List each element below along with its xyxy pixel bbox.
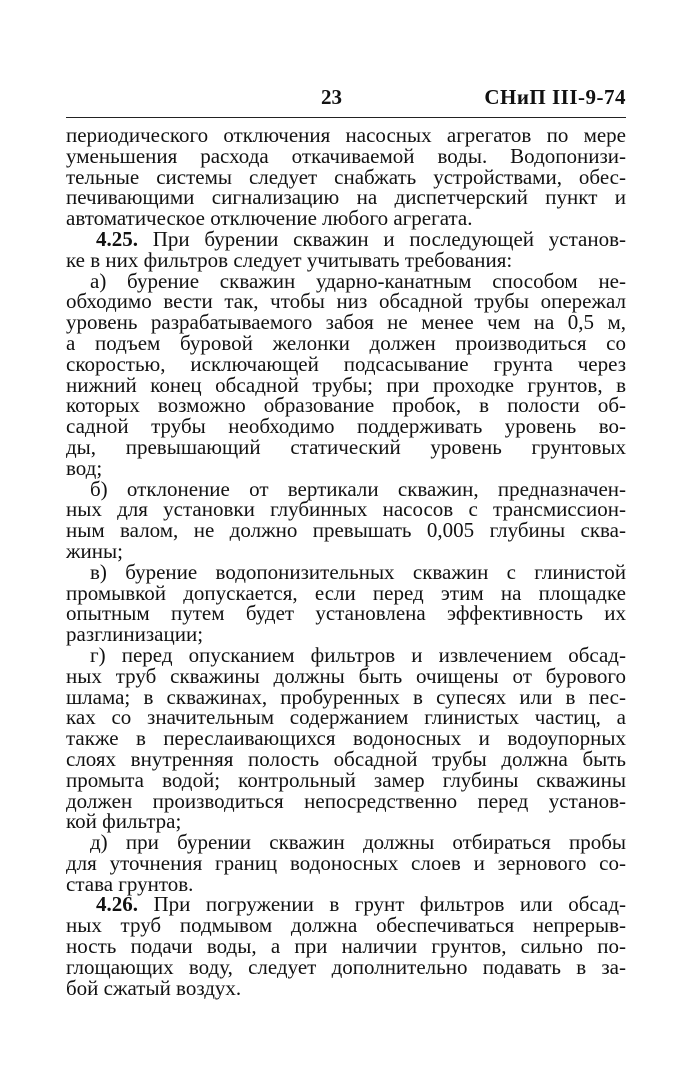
text-line: должен производиться непосредственно перед установ- [66,788,626,813]
text-line: слоях внутренняя полость обсадной трубы должна быть [66,746,626,771]
text-line: нижний конец обсадной трубы; при проходке грунтов, в [66,372,626,397]
text-line: кой фильтра; [66,809,182,834]
text-line: разглинизации; [66,622,204,647]
text-line: скоростью, исключающей подсасывание грунта через [66,351,626,376]
text-line: става грунтов. [66,871,194,896]
section-number-4-25: 4.25. [96,226,138,251]
item-b-line: б) отклонение от вертикали скважин, предназначен- [90,476,626,501]
text-line: для уточнения границ водоносных слоев и зернового со- [66,850,626,875]
text-line: печивающими сигнализацию на диспетчерский пункт и [66,185,626,210]
text-line: ных труб подмывом должна обеспечиваться непрерыв- [66,913,626,938]
text-line: жины; [66,538,123,563]
text-line: бой сжатый воздух. [66,975,242,1000]
text-line: ды, превышающий статический уровень грунтовых [66,434,626,459]
text-line: автоматическое отключение любого агрегата. [66,206,473,231]
header-rule [66,117,626,118]
text-line: тельные системы следует снабжать устройствами, обес- [66,164,626,189]
text-line: промыта водой; контрольный замер глубины скважины [66,767,626,792]
text-line: ках со значительным содержанием глинистых частиц, а [66,705,626,730]
text-line: ке в них фильтров следует учитывать требования: [66,247,513,272]
text-line: ность подачи воды, а при наличии грунтов, сильно по- [66,934,626,959]
text-line: периодического отключения насосных агрегатов по мере [66,123,626,147]
text-line: ных для установки глубинных насосов с трансмиссион- [66,497,626,522]
item-v-line: в) бурение водопонизительных скважин с глинистой [90,559,626,584]
text-line: а подъем буровой желонки должен производиться со [66,330,626,355]
text-line: обходимо вести так, чтобы низ обсадной трубы опережал [66,289,626,314]
page-header [66,85,626,115]
text-line: промывкой допускается, если перед этим на площадке [66,580,626,605]
item-d-line: д) при бурении скважин должны отбираться пробы [90,830,626,855]
section-4-26-line [66,894,626,915]
document-code: СНиП III-9-74 [484,85,626,109]
text-line: садной трубы необходимо поддерживать уровень во- [66,414,626,439]
text-line: вод; [66,455,103,480]
text-line: уменьшения расхода откачиваемой воды. Водопонизи- [66,143,626,168]
text-line: ным валом, не должно превышать 0,005 глубины сква- [66,518,626,543]
text-line: ных труб скважины должны быть очищены от бурового [66,663,626,688]
text-line: которых возможно образование пробок, в полости об- [66,393,626,418]
item-a-line: а) бурение скважин ударно-канатным способом не- [90,268,626,293]
text-line: При погружении в грунт фильтров или обсад- [153,892,627,917]
text-line: глощающих воду, следует дополнительно подавать в за- [66,954,626,979]
page-number: 23 [321,85,342,109]
text-line: уровень разрабатываемого забоя не менее чем на 0,5 м, [66,310,626,335]
page-body [66,125,626,998]
text-line: также в переслаивающихся водоносных и водоупорных [66,726,626,751]
section-number-4-26: 4.26. [96,892,138,917]
text-line: При бурении скважин и последующей установ- [152,226,627,251]
text-line: шлама; в скважинах, пробуренных в супесях или в пес- [66,684,626,709]
text-line: опытным путем будет установлена эффективность их [66,601,626,626]
item-g-line: г) перед опусканием фильтров и извлечением обсад- [90,642,626,667]
section-4-25-line [66,226,627,251]
